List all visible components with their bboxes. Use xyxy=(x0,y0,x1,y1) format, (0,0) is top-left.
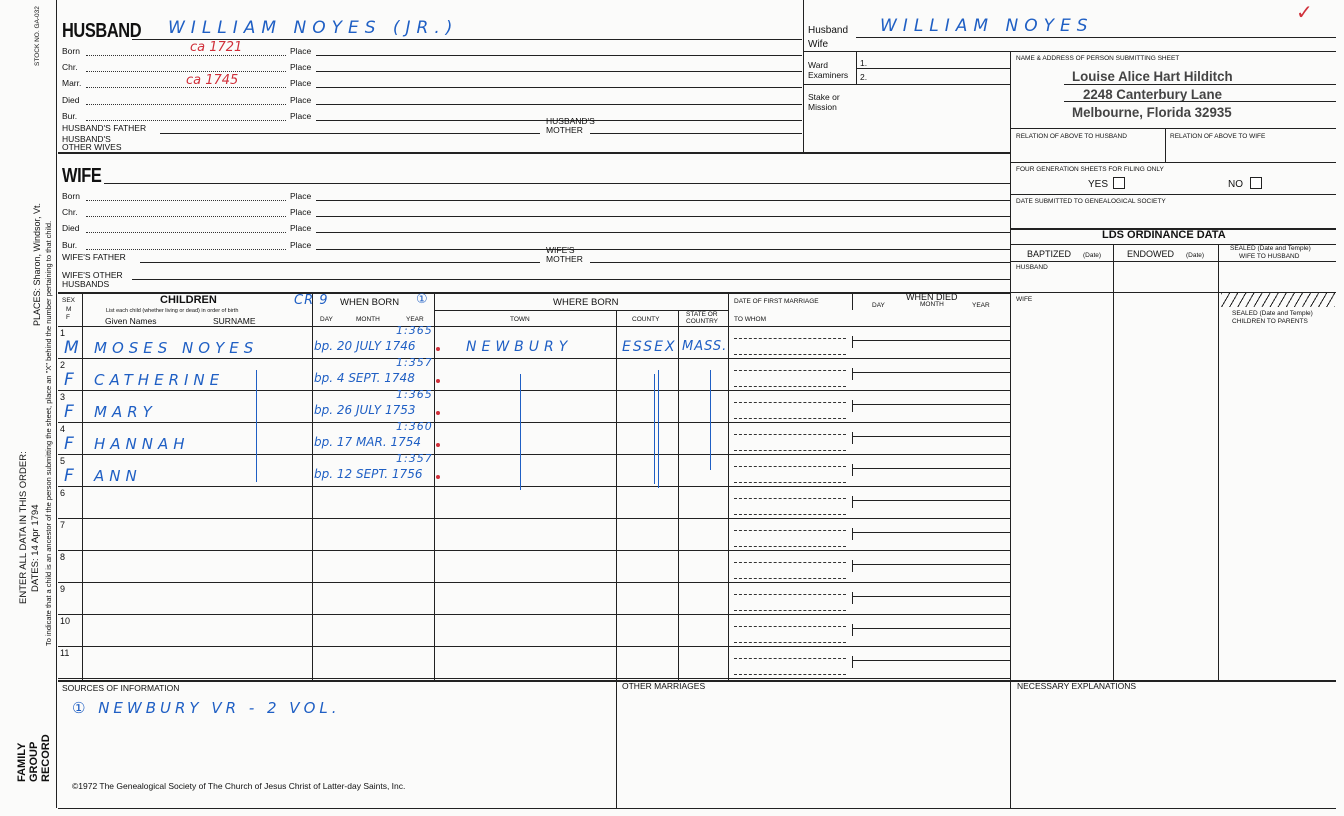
record-title-2: GROUP xyxy=(28,741,40,782)
child-ref: 1:365 xyxy=(396,324,433,337)
marker-dot xyxy=(436,379,440,383)
ditto-stroke xyxy=(710,370,711,470)
record-title-3: RECORD xyxy=(40,734,52,782)
died-line xyxy=(852,372,1010,373)
died-line xyxy=(852,468,1010,469)
row-number: 1 xyxy=(60,328,66,338)
dates-note: DATES: 14 Apr 1794 xyxy=(30,504,41,592)
source-1: ① NEWBURY VR - 2 VOL. xyxy=(72,699,341,717)
died-line xyxy=(852,532,1010,533)
husband-marr-value: ca 1745 xyxy=(186,73,239,88)
died-line xyxy=(852,500,1010,501)
died-line xyxy=(852,596,1010,597)
child-ref: 1:360 xyxy=(396,420,433,433)
child-born: bp. 26 JULY 1753 xyxy=(314,403,416,417)
child-sex: F xyxy=(64,434,76,454)
ward-husband-value: WILLIAM NOYES xyxy=(880,16,1094,36)
row-number: 11 xyxy=(60,648,70,658)
born-source-note: ① xyxy=(416,292,430,307)
child-sex: F xyxy=(64,370,76,390)
marker-dot xyxy=(436,475,440,479)
marriage-date-line xyxy=(734,562,846,563)
child-ref: 1:365 xyxy=(396,388,433,401)
marker-dot xyxy=(436,443,440,447)
sources-label: SOURCES OF INFORMATION xyxy=(62,683,180,693)
husband-heading: HUSBAND xyxy=(62,20,142,42)
copyright: ©1972 The Genealogical Society of The Church of Jesus Christ of Latter-day Saints, Inc. xyxy=(72,781,406,791)
hatched-box xyxy=(1221,293,1335,307)
places-note: PLACES: Sharon, Windsor, Vt. xyxy=(32,202,42,326)
marriage-date-line xyxy=(734,626,846,627)
child-ref: 1:357 xyxy=(396,452,433,465)
died-line xyxy=(852,660,1010,661)
marriage-date-line xyxy=(734,530,846,531)
child-name: CATHERINE xyxy=(94,371,225,389)
husband-born-value: ca 1721 xyxy=(190,40,243,55)
row-divider xyxy=(58,550,1010,551)
wife-heading: WIFE xyxy=(62,165,102,187)
marriage-date-line xyxy=(734,402,846,403)
marriage-date-line xyxy=(734,594,846,595)
row-number: 2 xyxy=(60,360,66,370)
ditto-stroke xyxy=(256,370,257,482)
row-number: 8 xyxy=(60,552,66,562)
child-county: ESSEX xyxy=(622,339,677,355)
row-divider xyxy=(58,646,1010,647)
lds-heading: LDS ORDINANCE DATA xyxy=(1102,229,1226,241)
child-state: MASS. xyxy=(682,339,728,354)
ditto-stroke xyxy=(520,374,521,490)
child-name: ANN xyxy=(94,467,142,485)
child-sex: M xyxy=(64,338,81,358)
child-born: bp. 20 JULY 1746 xyxy=(314,339,416,353)
died-line xyxy=(852,436,1010,437)
died-line xyxy=(852,340,1010,341)
ch-note: CR 9 xyxy=(294,293,329,308)
row-number: 3 xyxy=(60,392,66,402)
row-divider xyxy=(58,454,1010,455)
row-number: 6 xyxy=(60,488,66,498)
submitter-line-2: 2248 Canterbury Lane xyxy=(1083,86,1222,102)
died-line xyxy=(852,564,1010,565)
child-sex: F xyxy=(64,402,76,422)
child-town: NEWBURY xyxy=(466,339,573,355)
no-checkbox[interactable] xyxy=(1250,177,1262,189)
row-divider xyxy=(58,358,1010,359)
ditto-stroke xyxy=(654,374,655,484)
row-number: 7 xyxy=(60,520,66,530)
child-ref: 1:357 xyxy=(396,356,433,369)
record-title-1: FAMILY xyxy=(16,742,28,782)
marriage-date-line xyxy=(734,338,846,339)
row-number: 10 xyxy=(60,616,71,626)
marker-dot xyxy=(436,347,440,351)
child-born: bp. 4 SEPT. 1748 xyxy=(314,371,415,385)
died-line xyxy=(852,404,1010,405)
child-born: bp. 12 SEPT. 1756 xyxy=(314,467,423,481)
marriage-date-line xyxy=(734,466,846,467)
marker-dot xyxy=(436,411,440,415)
ancestor-note: To indicate that a child is an ancestor of the person submitting the sheet, place an "X" behind the number pertaining to that child. xyxy=(44,220,53,646)
child-name: MARY xyxy=(94,403,157,421)
marriage-date-line xyxy=(734,498,846,499)
row-divider xyxy=(58,582,1010,583)
row-divider xyxy=(58,422,1010,423)
submitter-line-3: Melbourne, Florida 32935 xyxy=(1072,104,1232,120)
margin-rule xyxy=(56,0,57,808)
row-divider xyxy=(58,390,1010,391)
row-number: 4 xyxy=(60,424,66,434)
enter-order-note: ENTER ALL DATA IN THIS ORDER: xyxy=(18,451,29,604)
submitter-line-1: Louise Alice Hart Hilditch xyxy=(1072,68,1233,84)
died-line xyxy=(852,628,1010,629)
other-marriages-label: OTHER MARRIAGES xyxy=(622,681,706,691)
child-born: bp. 17 MAR. 1754 xyxy=(314,435,422,449)
children-heading: CHILDREN xyxy=(160,294,217,306)
child-name: MOSES NOYES xyxy=(94,339,259,357)
husband-name: WILLIAM NOYES (JR.) xyxy=(168,18,459,38)
row-number: 5 xyxy=(60,456,66,466)
marriage-date-line xyxy=(734,434,846,435)
check-mark-icon: ✓ xyxy=(1296,0,1313,24)
row-number: 9 xyxy=(60,584,66,594)
row-divider xyxy=(58,678,1010,679)
ditto-stroke xyxy=(658,370,659,488)
stock-number: STOCK NO. GA-032 xyxy=(34,6,41,66)
marriage-date-line xyxy=(734,658,846,659)
child-name: HANNAH xyxy=(94,435,190,453)
explanations-label: NECESSARY EXPLANATIONS xyxy=(1017,681,1137,691)
marriage-date-line xyxy=(734,370,846,371)
row-divider xyxy=(58,518,1010,519)
row-divider xyxy=(58,614,1010,615)
yes-checkbox[interactable] xyxy=(1113,177,1125,189)
row-divider xyxy=(58,486,1010,487)
child-sex: F xyxy=(64,466,76,486)
